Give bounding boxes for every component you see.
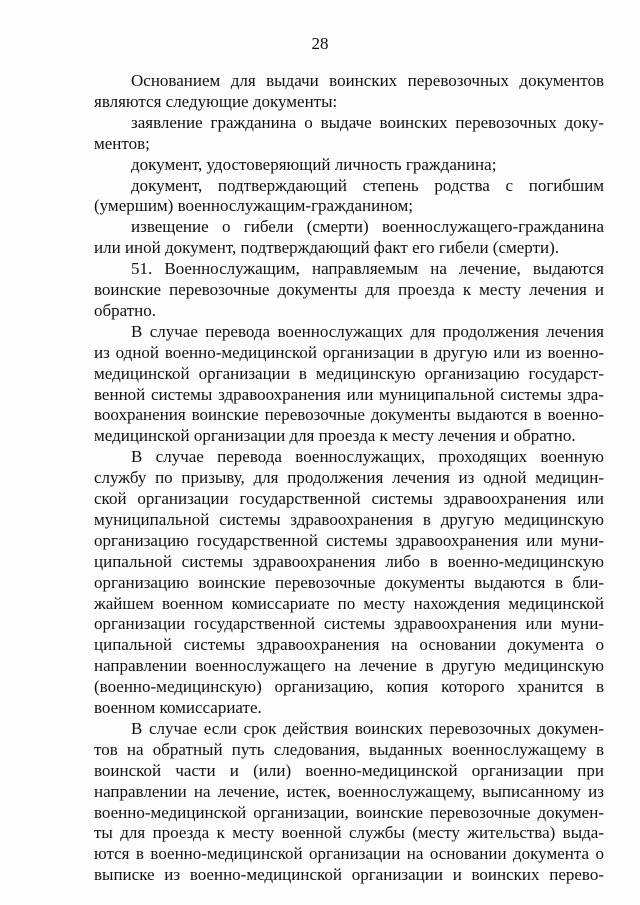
text-line: направлении на лечение, истек, военнослужащему, выписанному из bbox=[94, 781, 604, 801]
text-line: тов на обратный путь следования, выданных военнослужащему в bbox=[94, 739, 604, 759]
text-line: являются следующие документы: bbox=[94, 91, 338, 111]
text-line: воинские перевозочные документы для проезда к месту лечения и bbox=[94, 280, 604, 299]
text-line: медицинской организации в медицинскую организацию государст- bbox=[94, 363, 604, 383]
text-line: Основанием для выдачи воинских перевозочных документов bbox=[131, 71, 604, 90]
text-line: жайшем военном комиссариате по месту нахождения медицинской bbox=[94, 593, 604, 613]
text-line: документ, подтверждающий степень родства с погибшим bbox=[131, 175, 604, 195]
text-line: выписке из военно-медицинской организации и воинских перево- bbox=[94, 865, 604, 885]
text-line: ты для проезда к месту военной службы (месту жительства) выда- bbox=[94, 823, 604, 843]
text-line: службу по призыву, для продолжения лечения из одной медицин- bbox=[94, 468, 604, 488]
text-line: муниципальной системы здравоохранения в другую медицинскую bbox=[94, 509, 604, 529]
text-line: венной системы здравоохранения или муниципальной системы здра- bbox=[94, 384, 604, 404]
text-line: организации государственной системы здравоохранения или муни- bbox=[94, 614, 604, 634]
text-line: В случае перевода военнослужащих для продолжения лечения bbox=[131, 321, 604, 341]
text-line: медицинской организации для проезда к месту лечения и обратно. bbox=[94, 426, 576, 446]
text-line: военно-медицинской организации, воинские перевозочные докумен- bbox=[94, 802, 604, 822]
text-line: 51. Военнослужащим, направляемым на лечение, выдаются bbox=[131, 259, 604, 279]
text-line: организацию государственной системы здравоохранения или муни- bbox=[94, 530, 604, 550]
text-line: ются в военно-медицинской организации на основании документа о bbox=[94, 844, 604, 864]
text-line: военном комиссариате. bbox=[94, 698, 262, 717]
text-line: (военно-медицинскую) организацию, копия которого хранится в bbox=[94, 677, 604, 697]
text-line: воинской части и (или) военно-медицинской организации при bbox=[94, 760, 604, 780]
text-line: ципальной системы здравоохранения на основании документа о bbox=[94, 635, 604, 655]
text-line: ципальной системы здравоохранения либо в военно-медицинскую bbox=[94, 551, 604, 571]
text-line: В случае если срок действия воинских перевозочных докумен- bbox=[131, 718, 604, 738]
text-line: извещение о гибели (смерти) военнослужащего-гражданина bbox=[131, 217, 604, 237]
page-number: 28 bbox=[311, 34, 329, 53]
text-line: или иной документ, подтверждающий факт его гибели (смерти). bbox=[94, 238, 560, 258]
text-line: обратно. bbox=[94, 300, 157, 320]
text-line: организацию воинские перевозочные документы выдаются в бли- bbox=[94, 572, 604, 592]
text-line: заявление гражданина о выдаче воинских перевозочных доку- bbox=[131, 112, 604, 132]
text-line: направлении военнослужащего на лечение в другую медицинскую bbox=[94, 656, 604, 676]
text-line: воохранения воинские перевозочные документы выдаются в военно- bbox=[94, 405, 604, 425]
text-line: документ, удостоверяющий личность гражданина; bbox=[131, 154, 497, 174]
text-line: (умершим) военнослужащим-гражданином; bbox=[94, 196, 413, 216]
text-line: ментов; bbox=[94, 133, 150, 153]
text-line: ской организации государственной системы здравоохранения или bbox=[94, 489, 604, 508]
text-line: В случае перевода военнослужащих, проходящих военную bbox=[131, 447, 604, 467]
text-line: из одной военно-медицинской организации в другую или из военно- bbox=[94, 342, 604, 362]
